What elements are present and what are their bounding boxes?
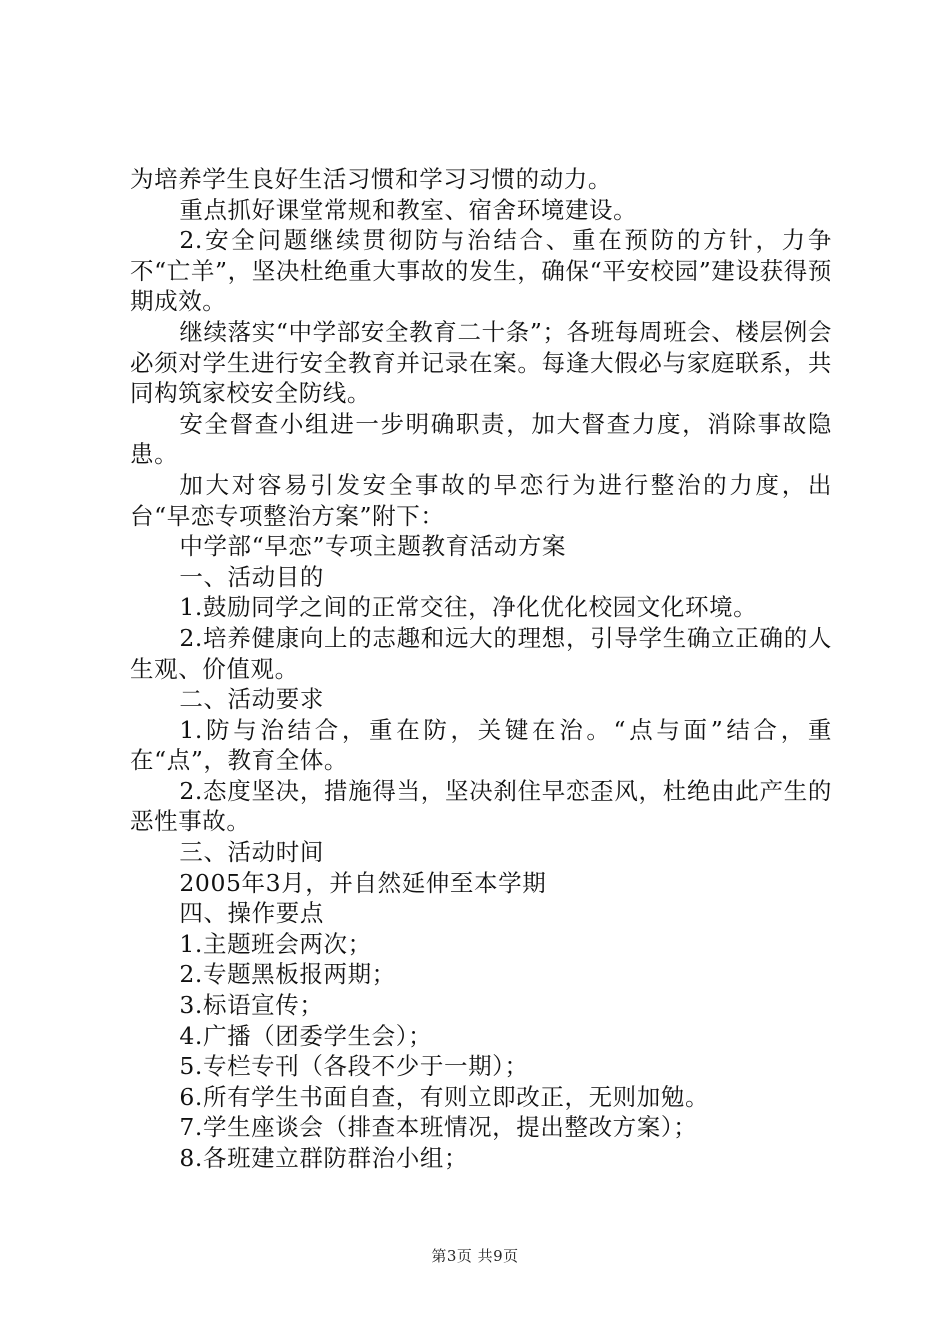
paragraph: 2005年3月，并自然延伸至本学期 [179, 868, 547, 897]
paragraph: 安全督查小组进一步明确职责，加大督查力度，消除事故隐患。 [130, 409, 832, 469]
paragraph: 为培养学生良好生活习惯和学习习惯的动力。 [130, 165, 612, 193]
paragraph: 重点抓好课堂常规和教室、宿舍环境建设。 [179, 195, 638, 224]
list-item: 4.广播（团委学生会）； [179, 1021, 433, 1050]
section-title: 中学部“早恋”专项主题教育活动方案 [179, 532, 567, 561]
paragraph: 加大对容易引发安全事故的早恋行为进行整治的力度，出台“早恋专项整治方案”附下： [130, 470, 832, 530]
list-item: 3.标语宣传； [179, 991, 324, 1020]
list-item: 2.态度坚决，措施得当，坚决刹住早恋歪风，杜绝由此产生的恶性事故。 [130, 776, 832, 836]
list-item: 5.专栏专刊（各段不少于一期）； [179, 1052, 529, 1081]
list-item: 1.主题班会两次； [179, 929, 372, 958]
list-item: 2.培养健康向上的志趣和远大的理想，引导学生确立正确的人生观、价值观。 [130, 623, 832, 683]
list-item: 8.各班建立群防群治小组； [179, 1144, 469, 1172]
page-footer [0, 1245, 950, 1266]
section-heading: 三、活动时间 [179, 838, 324, 867]
document-body [130, 164, 832, 1174]
list-item: 7.学生座谈会（排查本班情况，提出整改方案）； [179, 1113, 698, 1142]
paragraph: 2.安全问题继续贯彻防与治结合、重在预防的方针，力争不“亡羊”，坚决杜绝重大事故的发生，确保“平安校园”建设获得预期成效。 [130, 226, 832, 316]
page-number-label: 第3页 共9页 [431, 1247, 519, 1265]
section-heading: 二、活动要求 [179, 685, 324, 714]
section-heading: 四、操作要点 [179, 899, 324, 928]
list-item: 1.防与治结合，重在防，关键在治。“点与面”结合，重在“点”，教育全体。 [130, 715, 832, 775]
list-item: 2.专题黑板报两期； [179, 960, 396, 989]
paragraph: 继续落实“中学部安全教育二十条”；各班每周班会、楼层例会必须对学生进行安全教育并记录在案。每逢大假必与家庭联系，共同构筑家校安全防线。 [130, 317, 832, 408]
list-item: 6.所有学生书面自查，有则立即改正，无则加勉。 [179, 1082, 710, 1111]
section-heading: 一、活动目的 [179, 562, 324, 591]
list-item: 1.鼓励同学之间的正常交往，净化优化校园文化环境。 [179, 593, 758, 622]
